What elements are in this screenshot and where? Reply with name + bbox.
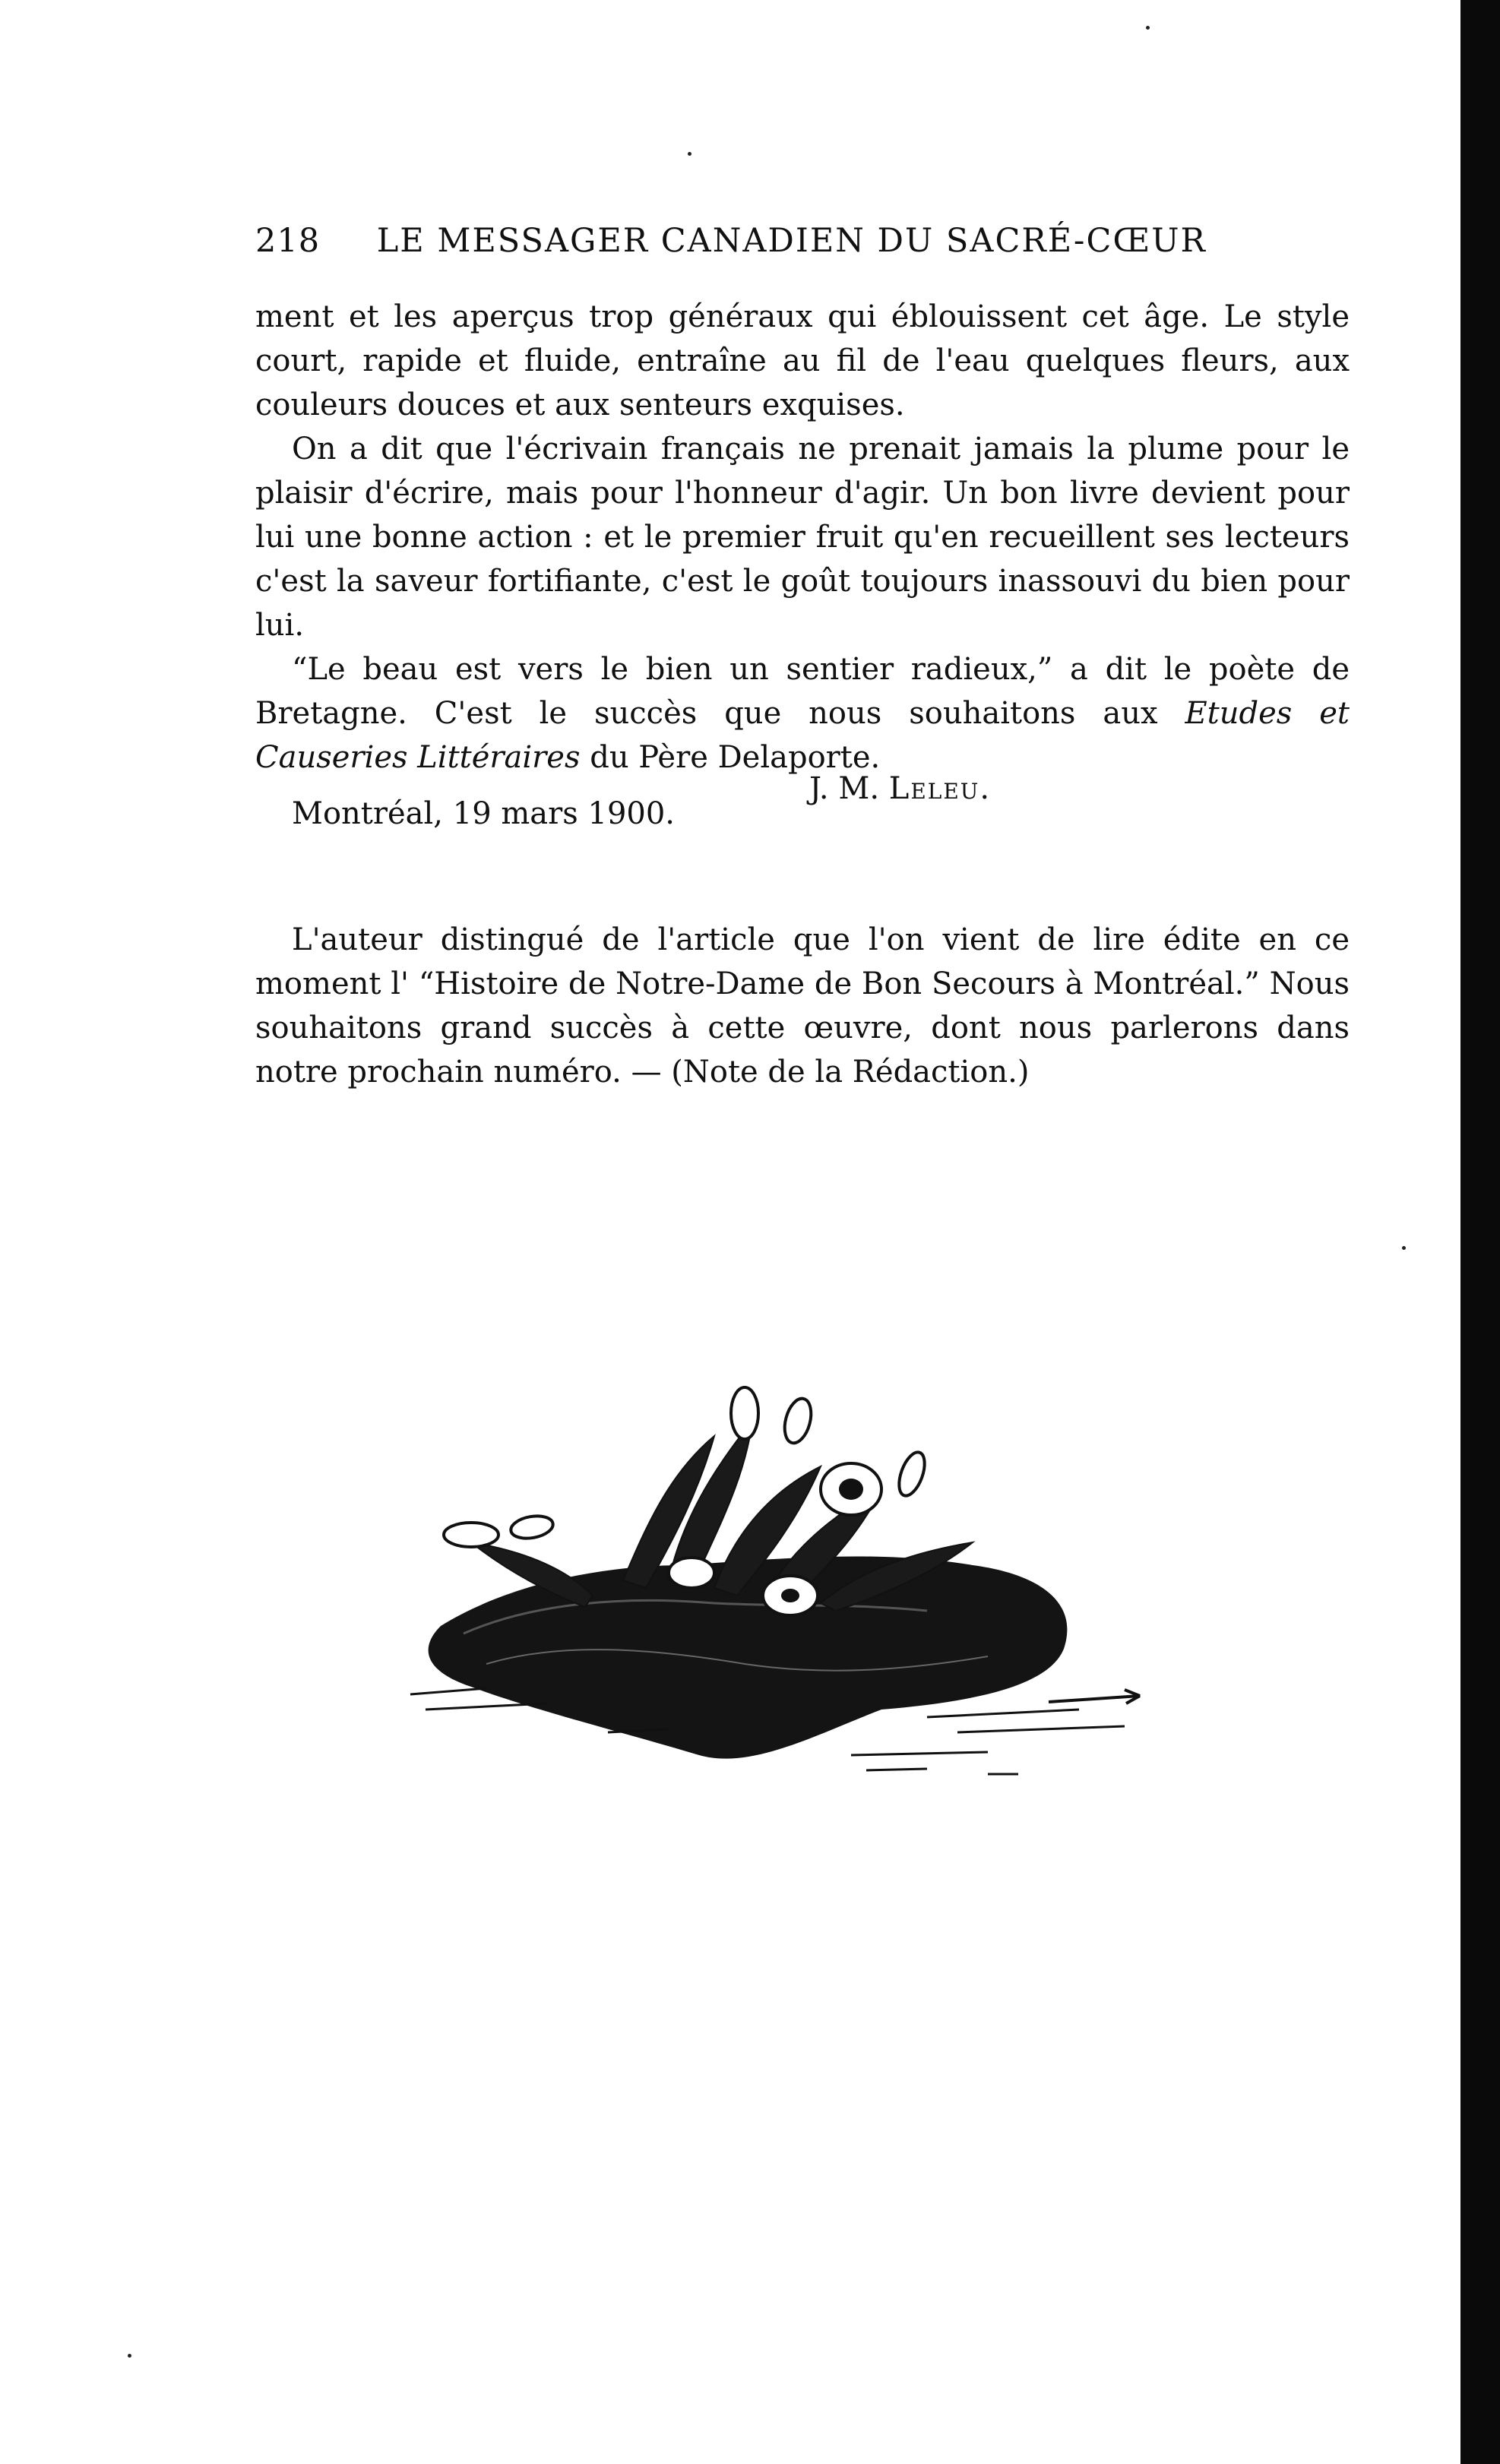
scan-speck: [688, 152, 691, 156]
paragraph-2: On a dit que l'écrivain français ne prenait jamais la plume pour le plaisir d'écrire, mais pour l'honneur d'agir. Un bon livre devient pour lui une bonne action : et le premier fruit qu'en recueillent ses lecteurs c'est la saveur fortifiante, c'est le goût toujours inassouvi du bien pour lui.: [255, 432, 1350, 643]
dateline: Montréal, 19 mars 1900.: [292, 796, 676, 831]
signature-initials: J. M.: [809, 771, 880, 806]
author-signature: [809, 771, 991, 806]
page-header: [255, 222, 1372, 260]
scan-edge-shadow: [1460, 0, 1500, 2464]
paragraph-1-part-a: ment et les aperçus trop généraux qui éblouissent cet âge.: [255, 299, 1210, 334]
paragraph-3: [255, 647, 1350, 780]
book-title: Etudes et Causeries Littéraires: [255, 696, 1350, 775]
article-body: [255, 295, 1350, 780]
paragraph-3-part-b: du Père Delaporte.: [580, 740, 881, 775]
paragraph-1-part-b: Le style court, rapide et fluide, entraîne au fil de l'eau quelques fleurs, aux couleurs douces et aux senteurs exquises.: [255, 299, 1350, 422]
signature-surname: Leleu.: [888, 771, 992, 806]
paragraph-3-part-a: “Le beau est vers le bien un sentier radieux,” a dit le poète de Bretagne. C'est le succès que nous souhaitons aux: [255, 652, 1350, 731]
scan-speck: [128, 2354, 131, 2358]
page-number: 218: [255, 222, 321, 260]
flower-vignette-illustration: [395, 1375, 1216, 1846]
paragraph-1: [255, 295, 1350, 427]
scan-speck: [1402, 1246, 1406, 1250]
running-head: LE MESSAGER CANADIEN DU SACRÉ-CŒUR: [376, 222, 1207, 260]
scan-speck: [1146, 26, 1150, 30]
editor-note: L'auteur distingué de l'article que l'on vient de lire édite en ce moment l' “Histoire de Notre-Dame de Bon Secours à Montréal.” Nous souhaitons grand succès à cette œuvre, dont nous parlerons dans notre prochain numéro. — (Note de la Rédaction.): [255, 922, 1350, 1090]
